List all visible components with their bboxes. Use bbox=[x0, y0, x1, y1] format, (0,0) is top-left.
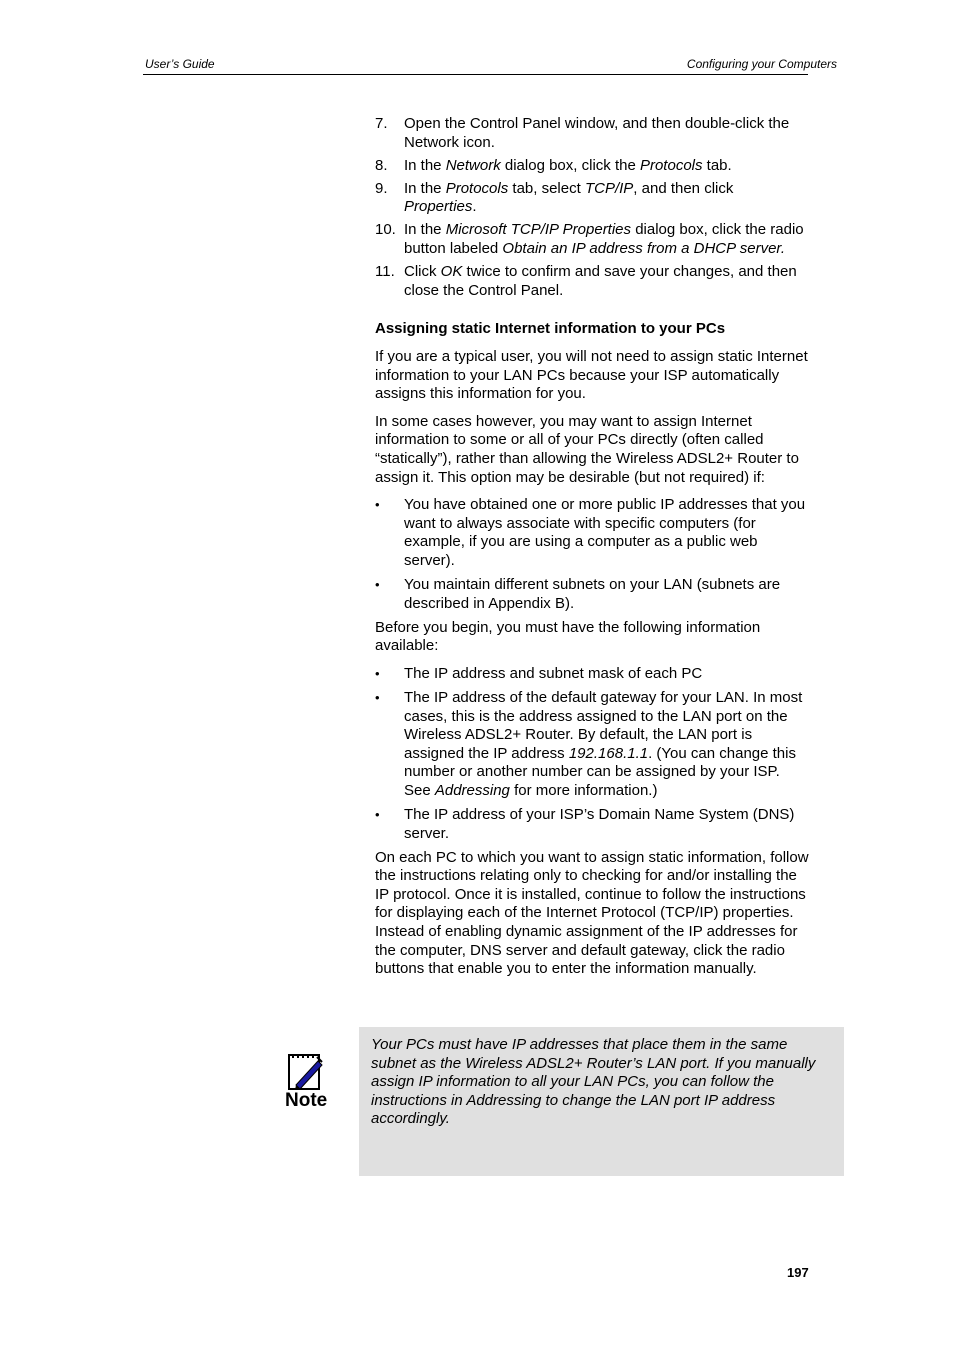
step-number: 8. bbox=[375, 156, 388, 174]
step-item bbox=[375, 157, 810, 176]
step-text: In the Microsoft TCP/IP Properties dialog box, click the radio button labeled Obtain an IP address from a DHCP server. bbox=[404, 221, 804, 258]
paragraph-some-cases: In some cases however, you may want to assign Internet information to some or all of your PCs directly (often called “statically”), rather than allowing the Wireless ADSL2+ Router to assign it. This option may be desirable (but not required) if: bbox=[375, 412, 799, 486]
reasons-list bbox=[375, 496, 810, 613]
list-item: • The IP address and subnet mask of each PC bbox=[375, 664, 703, 682]
bullet-icon: • bbox=[375, 576, 380, 592]
step-number: 10. bbox=[375, 221, 396, 239]
bullet-icon: • bbox=[375, 807, 380, 822]
list-item: • The IP address of the default gateway for your LAN. In most cases, this is the address assigned to the LAN port on the Wireless ADSL2+ Router. By default, the LAN port is assigned the IP address 192.168.1.1. (You can change this number or another number can be assigned by your ISP. See Addressing for more information.) bbox=[375, 688, 803, 799]
note-box bbox=[359, 1027, 844, 1176]
list-item: • You maintain different subnets on your LAN (subnets are described in Appendix B). bbox=[375, 575, 781, 612]
bullet-icon: • bbox=[375, 497, 380, 513]
step-text: Open the Control Panel window, and then double-click the Network icon. bbox=[404, 115, 790, 151]
paragraph-before-begin: Before you begin, you must have the following information available: bbox=[375, 618, 761, 655]
bullet-icon: • bbox=[375, 665, 380, 681]
step-number: 7. bbox=[375, 115, 388, 132]
note-label: Note bbox=[285, 1090, 328, 1111]
header-left: User’s Guide bbox=[145, 57, 215, 71]
header-right: Configuring your Computers bbox=[686, 57, 837, 71]
main-content bbox=[375, 115, 810, 988]
note-text: Your PCs must have IP addresses that place them in the same subnet as the Wireless ADSL2+ Router’s LAN port. If you manually assign IP information to all your LAN PCs, you can follow the instructions in Addressing to change the LAN port IP address accordingly. bbox=[371, 1036, 816, 1127]
bullet-icon: • bbox=[375, 689, 380, 705]
paragraph-typical-user: If you are a typical user, you will not need to assign static Internet information to your LAN PCs because your ISP automatically assigns this information for you. bbox=[375, 347, 808, 403]
steps-list bbox=[375, 115, 810, 300]
step-text: In the Network dialog box, click the Protocols tab. bbox=[404, 156, 732, 174]
step-item bbox=[375, 263, 810, 300]
step-item bbox=[375, 221, 810, 258]
step-number: 9. bbox=[375, 179, 388, 197]
step-item bbox=[375, 115, 810, 152]
requirements-list bbox=[375, 665, 810, 843]
notepad-pencil-icon bbox=[286, 1051, 326, 1095]
step-item bbox=[375, 180, 810, 217]
list-item: • You have obtained one or more public IP addresses that you want to always associate with specific computers (for example, if you are using a computer as a public web server). bbox=[375, 496, 806, 569]
page-number: 197 bbox=[787, 1265, 809, 1280]
section-heading: Assigning static Internet information to your PCs bbox=[375, 320, 726, 338]
step-text: In the Protocols tab, select TCP/IP, and then click Properties. bbox=[404, 179, 734, 216]
header-rule bbox=[143, 74, 808, 75]
list-item: • The IP address of your ISP’s Domain Name System (DNS) server. bbox=[375, 806, 795, 842]
paragraph-each-pc: On each PC to which you want to assign static information, follow the instructions relating only to checking for and/or installing the IP protocol. Once it is installed, continue to follow the instructions for displaying each of the Internet Protocol (TCP/IP) properties. Instead of enabling dynamic assignment of the IP addresses for the computer, DNS server and default gateway, click the radio buttons that enable you to enter the information manually. bbox=[375, 848, 809, 978]
step-text: Click OK twice to confirm and save your changes, and then close the Control Panel. bbox=[404, 263, 797, 299]
step-number: 11. bbox=[375, 263, 395, 281]
